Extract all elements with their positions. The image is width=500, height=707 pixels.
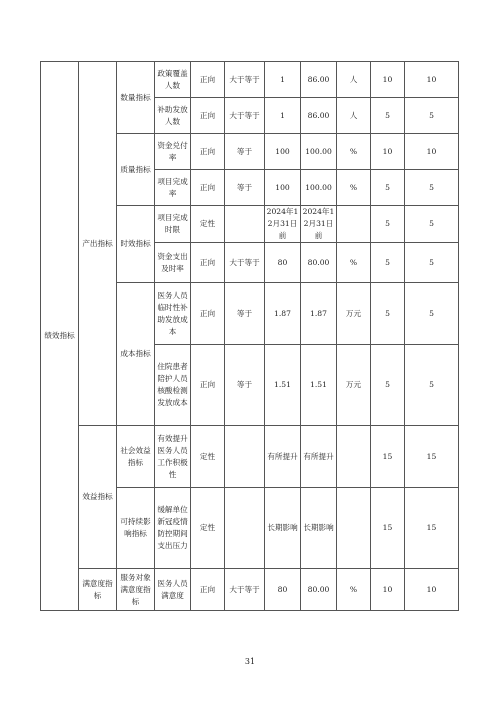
direction-cell: 定性 xyxy=(191,488,225,569)
level3-cell: 质量指标 xyxy=(117,134,155,206)
indicator-name-cell: 补助发放人数 xyxy=(155,98,191,134)
level1-cell: 绩效指标 xyxy=(41,62,79,611)
target-cell: 100 xyxy=(265,134,301,170)
direction-cell: 正向 xyxy=(191,569,225,611)
unit-cell xyxy=(337,426,371,488)
level3-cell: 社会效益指标 xyxy=(117,426,155,488)
indicator-name-cell: 项目完成率 xyxy=(155,170,191,206)
direction-cell: 正向 xyxy=(191,283,225,345)
weight-cell: 5 xyxy=(371,283,405,345)
score-cell: 15 xyxy=(405,426,459,488)
actual-cell: 100.00 xyxy=(301,134,337,170)
direction-cell: 正向 xyxy=(191,62,225,98)
indicator-name-cell: 医务人员临时性补助发放成本 xyxy=(155,283,191,345)
level3-cell: 可持续影响指标 xyxy=(117,488,155,569)
operator-cell xyxy=(225,206,265,243)
actual-cell: 86.00 xyxy=(301,62,337,98)
operator-cell: 大于等于 xyxy=(225,243,265,283)
direction-cell: 定性 xyxy=(191,206,225,243)
level2-cell: 效益指标 xyxy=(79,426,117,569)
level2-cell: 产出指标 xyxy=(79,62,117,426)
unit-cell xyxy=(337,206,371,243)
actual-cell: 长期影响 xyxy=(301,488,337,569)
actual-cell: 2024年12月31日前 xyxy=(301,206,337,243)
weight-cell: 5 xyxy=(371,98,405,134)
score-cell: 5 xyxy=(405,243,459,283)
actual-cell: 1.51 xyxy=(301,345,337,426)
target-cell: 2024年12月31日前 xyxy=(265,206,301,243)
indicator-name-cell: 资金支出及时率 xyxy=(155,243,191,283)
actual-cell: 86.00 xyxy=(301,98,337,134)
weight-cell: 10 xyxy=(371,569,405,611)
weight-cell: 15 xyxy=(371,426,405,488)
target-cell: 1.87 xyxy=(265,283,301,345)
score-cell: 5 xyxy=(405,98,459,134)
weight-cell: 5 xyxy=(371,345,405,426)
page-number: 31 xyxy=(244,657,256,666)
operator-cell: 大于等于 xyxy=(225,98,265,134)
indicator-name-cell: 缓解单位新冠疫情防控期间支出压力 xyxy=(155,488,191,569)
performance-indicator-table xyxy=(40,61,459,611)
actual-cell: 100.00 xyxy=(301,170,337,206)
operator-cell: 等于 xyxy=(225,345,265,426)
target-cell: 80 xyxy=(265,569,301,611)
target-cell: 1 xyxy=(265,98,301,134)
operator-cell xyxy=(225,426,265,488)
table-row xyxy=(41,62,459,98)
score-cell: 5 xyxy=(405,206,459,243)
unit-cell xyxy=(337,488,371,569)
operator-cell xyxy=(225,488,265,569)
level3-cell: 成本指标 xyxy=(117,283,155,426)
score-cell: 10 xyxy=(405,569,459,611)
weight-cell: 5 xyxy=(371,170,405,206)
direction-cell: 正向 xyxy=(191,243,225,283)
actual-cell: 有所提升 xyxy=(301,426,337,488)
indicator-name-cell: 资金兑付率 xyxy=(155,134,191,170)
score-cell: 10 xyxy=(405,62,459,98)
unit-cell: % xyxy=(337,170,371,206)
indicator-name-cell: 医务人员满意度 xyxy=(155,569,191,611)
table-row xyxy=(41,426,459,488)
actual-cell: 80.00 xyxy=(301,569,337,611)
operator-cell: 大于等于 xyxy=(225,62,265,98)
direction-cell: 正向 xyxy=(191,170,225,206)
weight-cell: 15 xyxy=(371,488,405,569)
score-cell: 5 xyxy=(405,170,459,206)
actual-cell: 80.00 xyxy=(301,243,337,283)
target-cell: 80 xyxy=(265,243,301,283)
direction-cell: 定性 xyxy=(191,426,225,488)
unit-cell: % xyxy=(337,569,371,611)
indicator-name-cell: 政策覆盖人数 xyxy=(155,62,191,98)
score-cell: 15 xyxy=(405,488,459,569)
target-cell: 100 xyxy=(265,170,301,206)
level3-cell: 服务对象满意度指标 xyxy=(117,569,155,611)
level3-cell: 数量指标 xyxy=(117,62,155,134)
indicator-name-cell: 项目完成时限 xyxy=(155,206,191,243)
direction-cell: 正向 xyxy=(191,345,225,426)
weight-cell: 5 xyxy=(371,243,405,283)
table-row xyxy=(41,569,459,611)
level3-cell: 时效指标 xyxy=(117,206,155,283)
score-cell: 10 xyxy=(405,134,459,170)
unit-cell: 万元 xyxy=(337,283,371,345)
unit-cell: 万元 xyxy=(337,345,371,426)
weight-cell: 5 xyxy=(371,206,405,243)
operator-cell: 等于 xyxy=(225,170,265,206)
unit-cell: % xyxy=(337,243,371,283)
operator-cell: 等于 xyxy=(225,134,265,170)
indicator-name-cell: 有效提升医务人员工作积极性 xyxy=(155,426,191,488)
weight-cell: 10 xyxy=(371,62,405,98)
target-cell: 1.51 xyxy=(265,345,301,426)
target-cell: 1 xyxy=(265,62,301,98)
direction-cell: 正向 xyxy=(191,134,225,170)
weight-cell: 10 xyxy=(371,134,405,170)
operator-cell: 大于等于 xyxy=(225,569,265,611)
direction-cell: 正向 xyxy=(191,98,225,134)
target-cell: 长期影响 xyxy=(265,488,301,569)
score-cell: 5 xyxy=(405,345,459,426)
indicator-name-cell: 住院患者陪护人员核酸检测发放成本 xyxy=(155,345,191,426)
operator-cell: 等于 xyxy=(225,283,265,345)
actual-cell: 1.87 xyxy=(301,283,337,345)
unit-cell: 人 xyxy=(337,62,371,98)
unit-cell: % xyxy=(337,134,371,170)
level2-cell: 满意度指标 xyxy=(79,569,117,611)
unit-cell: 人 xyxy=(337,98,371,134)
score-cell: 5 xyxy=(405,283,459,345)
target-cell: 有所提升 xyxy=(265,426,301,488)
